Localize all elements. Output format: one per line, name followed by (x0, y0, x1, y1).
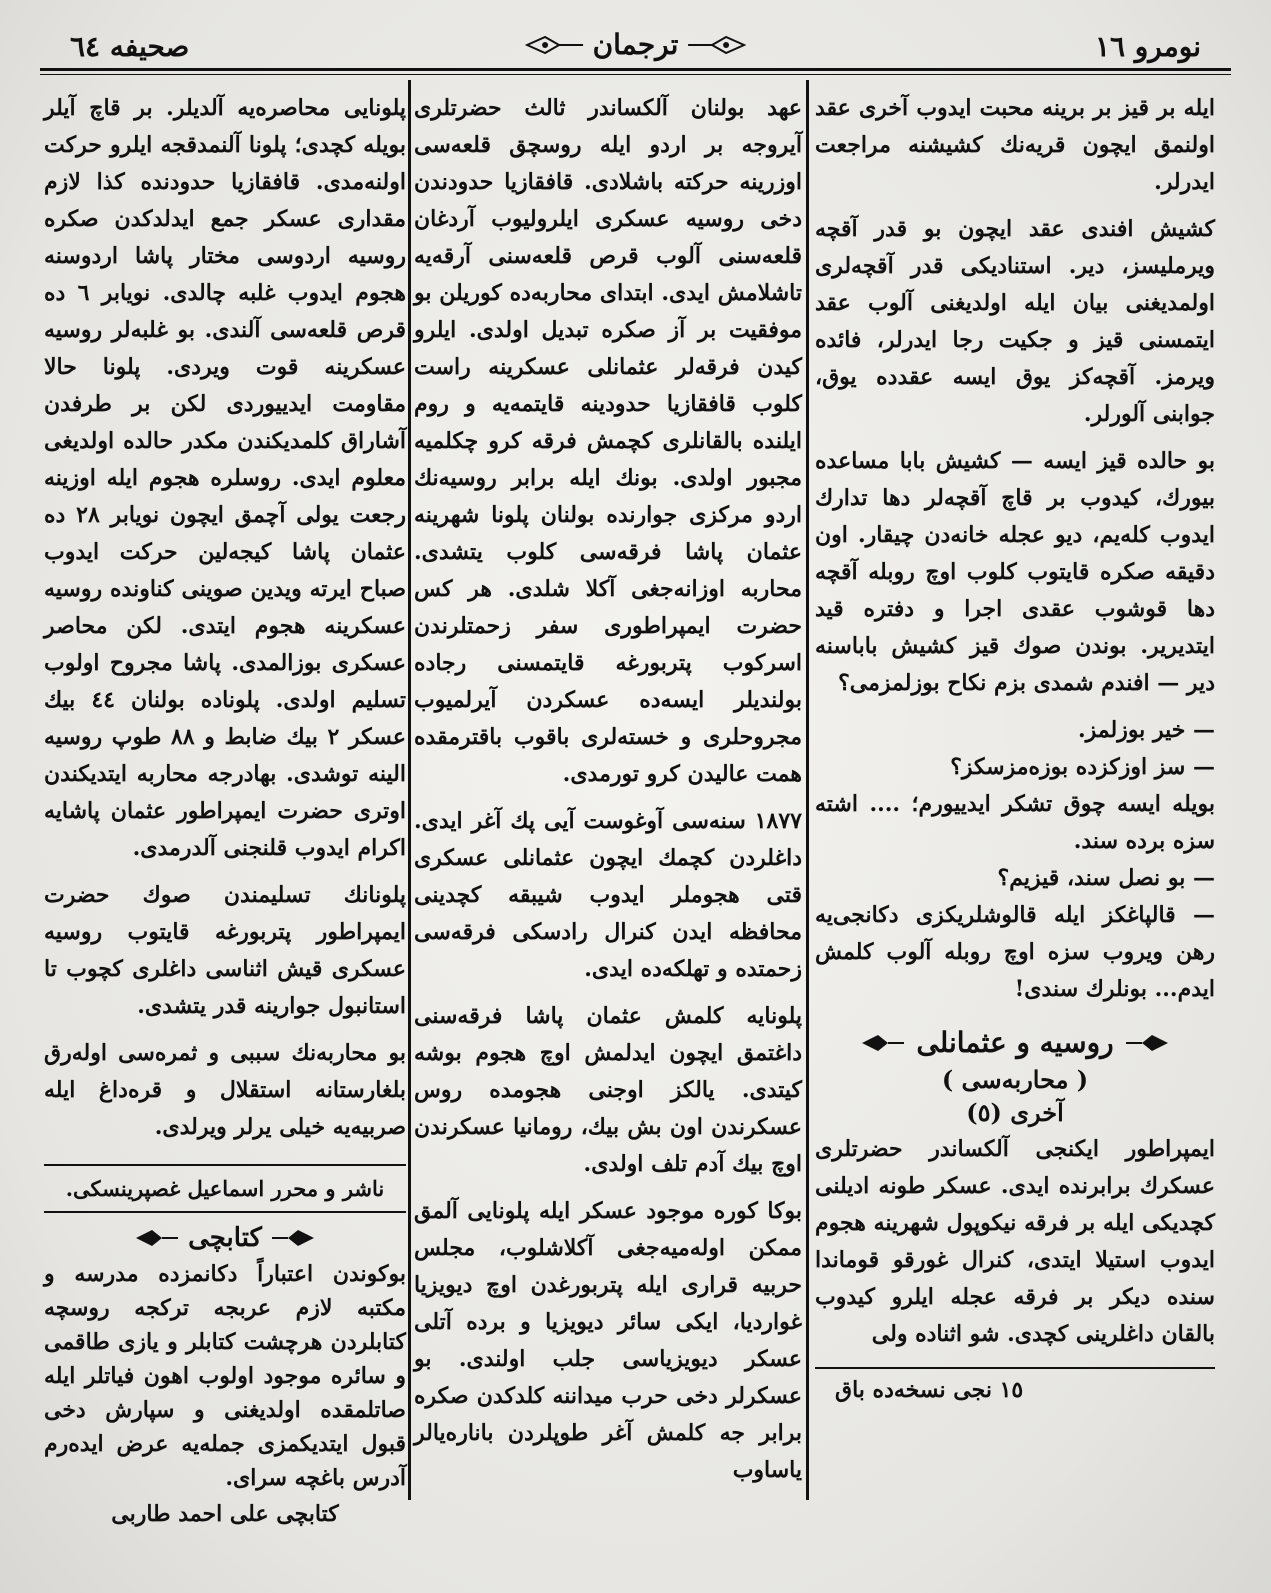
column-left (44, 90, 407, 1527)
advertisement-signature: كتابچی علی احمد طاربی (111, 1501, 339, 1527)
article-paragraph: عهد بولنان آلكساندر ثالث حضرتلری آیروجه بر اردو ایله روسچق قلعه‌سی اوزرینه حركته باشلادی. قافقازیا حدودندن دخی روسیه عسكری ایلرولیوب آردغان قلعه‌سنی آلوب قرص قلعه‌سنی آرقه‌یه تاشلامش ایدی. ابتدای محاربه‌ده كوریلن بو موفقیت بر آز صكره تبدیل اولدی. ایلرو كیدن فرقه‌لر عثمانلی عسكرینه راست كلوب قافقازیا حدودینه قایتمه‌یه و روم ایلنده بالقانلری كچمش فرقه كرو چكلمیه مجبور اولدی. بونك ایله برابر روسیه‌نك اردو مركزی جوارنده بولنان پلونا شهرینه عثمان پاشا فرقه‌سی كلوب یتشدی. محاربه اوزانه‌جغی آكلا شلدی. هر كس حضرت ایمپراطوری سفر زحمتلرندن اسركوب پتربورغه قایتمسنی رجاده بولندیلر ایسه‌ده عسكردن آیرلمیوب مجروحلری و خسته‌لری باقوب باقترمقده همت عالیدن كرو تورمدی. (414, 95, 802, 787)
dialog-line: — خیر بوزلمز. (1077, 717, 1215, 743)
section-note: آخری (٥) (966, 1098, 1064, 1127)
footnote-rule (815, 1367, 1215, 1369)
dialog-line: — سز اوزكزده بوزه‌مزسكز؟ (950, 754, 1215, 780)
dialog-line: — بو نصل سند، قیزیم؟ (997, 865, 1215, 891)
article-paragraph: ایمپراطور ایكنجی آلكساندر حضرتلری عسكرك برابرنده ایدی. عسكر طونه ادیلنی كچدیكی ایله بر فرقه نیكوپول شهرینه هجوم ایدوب استیلا ایتدی، كنرال غورقو قوماندا سنده دیكر بر فرقه عجله ایلرو كیدوب بالقان داغلرینی كچدی. شو اثناده ولی (815, 1136, 1215, 1347)
column-divider-right (806, 80, 809, 1500)
advertisement-heading (44, 1223, 406, 1253)
footnote: ١٥ نجی نسخه‌ده باق (835, 1377, 1024, 1403)
header-rule (40, 68, 1231, 71)
column-right (815, 90, 1215, 1495)
article-paragraph: ایله بر قیز بر برینه محبت ایدوب آخری عقد اولنمق ایچون قریه‌نك كشیشنه مراجعت ایدرلر. (815, 95, 1215, 195)
article-paragraph: پلونایی محاصره‌یه آلدیلر. بر قاچ آیلر بویله كچدی؛ پلونا آلنمدقجه ایلرو حركت اولنه‌مدی. قافقازیا حدودنده كذا لازم مقداری عسكر جمع ایدلدكدن صكره روسیه اردوسی مختار پاشا اردوسنه هجوم ایدوب غلبه چالدی. نویابر ٦ ده قرص قلعه‌سی آلندی. بو غلبه‌لر روسیه عسكرینه قوت ویردی. پلونا حالا مقاومت ایدییوردی لكن بر طرفدن آشاراق كلمدیكندن مكدر حالده اولدیغی معلوم ایدی. روسلره هجوم ایله اوزینه رجعت یولی آچمق ایچون نویابر ٢٨ ده عثمان پاشا كیجه‌لین حركت ایدوب صباح ایرته ویدین صوینی كناوندە روسیه عسكرینه هجوم ایتدی. لكن محاصر عسكری بوزالمدی. پاشا مجروح اولوب تسلیم اولدی. پلوناده بولنان ٤٤ بیك عسكر ٢ بیك ضابط و ٨٨ طوپ روسیه الینه توشدی. بهادرجه محاربه ایتدیكندن اوتری حضرت ایمپراطور عثمان پاشایه اكرام ایدوب قلنجنی آلدرمدی. (44, 95, 407, 861)
dialog-line: — قالپاغكز ایله قالوشلریكزی دكانجی‌یه رهن ویروب سزه اوچ روبله آلوب كلمش ایدم... بونلرك سندی! (815, 902, 1215, 1002)
fleuron-right-icon (1124, 1032, 1170, 1054)
advertisement-body: بوكوندن اعتباراً دكانمزده مدرسه و مكتبه لازم عربجه تركجه روسچه كتابلردن هرچشت كتابلر و یازی طاقمی و سائره موجود اولوب اهون فیاتلر ایله صاتلمقده اولدیغنی و سپارش دخی قبول ایتدیكمزی جمله‌یه عرض ایده‌رم آدرس باغچه سرای. (44, 1261, 406, 1491)
article-paragraph: بو محاربه‌نك سببی و ثمره‌سی اوله‌رق بلغارستانه استقلال و قره‌داغ ایله صربیه‌یه خیلی یرلر ویرلدی. (44, 1040, 406, 1140)
article-paragraph: بو حالده قیز ایسه — كشیش بابا مساعده بیورك، كیدوب بر قاچ آقچه‌لر دها تدارك ایدوب كله‌یم، دیو عجله خانه‌دن چیقار. اون دقیقه صكره قایتوب كلوب اوچ روبله آقچه دها قوشوب عقدی اجرا و دفتره قید ایتدیریر. بوندن صوك قیز كشیش باباسنه دیر — افندم شمدی بزم نكاح بوزلمزمی؟ (815, 448, 1215, 696)
section-heading (815, 1026, 1215, 1059)
ornament-right-icon (686, 33, 746, 57)
article-paragraph: بوكا كوره موجود عسكر ایله پلونایی آلمق ممكن اوله‌میه‌جغی آكلاشلوب، مجلس حربیه قراری ایله پتربورغدن اوچ دیویزیا غواردیا، ایكی سائر دیویزیا و برده آتلی عسكر دیویزیاسی جلب اولندی. بو عسكرلر دخی حرب میداننه كلدكدن صكره برابر جه كلمش آغر طوپلردن باناره‌یالر یاساوب (414, 1198, 802, 1483)
column-middle (414, 90, 802, 1495)
page-number: صحیفه ٦٤ (70, 30, 190, 63)
issue-number: نومرو ١٦ (1094, 30, 1201, 63)
section-subtitle: ( محاربه‌سی ) (941, 1065, 1089, 1094)
fleuron-right-icon (270, 1227, 316, 1249)
article-paragraph: پلونایه كلمش عثمان پاشا فرقه‌سنی داغتمق ایچون ایدلمش اوچ هجوم بوشه كیتدی. یالكز اوجنی هجومده روس عسكرندن اون بش بیك، رومانیا عسكرندن اوچ بیك آدم تلف اولدی. (414, 1003, 802, 1177)
column-divider-left (408, 80, 411, 1500)
page-header (40, 24, 1231, 72)
imprint: ناشر و محرر اسماعیل غصپرینسكی. (44, 1164, 406, 1213)
fleuron-left-icon (134, 1227, 180, 1249)
section-title: روسیه و عثمانلی (916, 1026, 1114, 1059)
article-paragraph: پلونانك تسلیمندن صوك حضرت ایمپراطور پتربورغه قایتوب روسیه عسكری قیش اثناسی داغلری كچوب تا استانبول جوارینه قدر یتشدی. (44, 882, 406, 1019)
fleuron-left-icon (860, 1032, 906, 1054)
article-paragraph: ١٨٧٧ سنه‌سی آوغوست آیی پك آغر ایدی. داغلردن كچمك ایچون عثمانلی عسكری قتی هجوملر ایدوب شیبقه كچدینی محافظه ایدن كنرال رادسكی فرقه‌سی زحمتده و تهلكه‌ده ایدی. (414, 808, 802, 982)
advertisement-title: كتابچی (188, 1223, 262, 1253)
dialog-line: بویله ایسه چوق تشكر ایدییورم؛ .... اشته سزه برده سند. (815, 791, 1215, 854)
ornament-left-icon (525, 33, 585, 57)
article-paragraph: كشیش افندی عقد ایچون بو قدر آقچه ویرملیسز، دیر. استنادیكی قدر آقچه‌لری اولمدیغنی بیان ایله اولدیغنی آلوب عقد ایتمسنی قیز و جكیت رجا ایدرلر، فائده ویرمز. آقچه‌كز یوق ایسه عقدده یوق، جوابنی آلورلر. (815, 216, 1215, 427)
masthead-title: ترجمان (592, 28, 679, 61)
header-rule-thin (40, 74, 1231, 75)
masthead (525, 28, 747, 61)
